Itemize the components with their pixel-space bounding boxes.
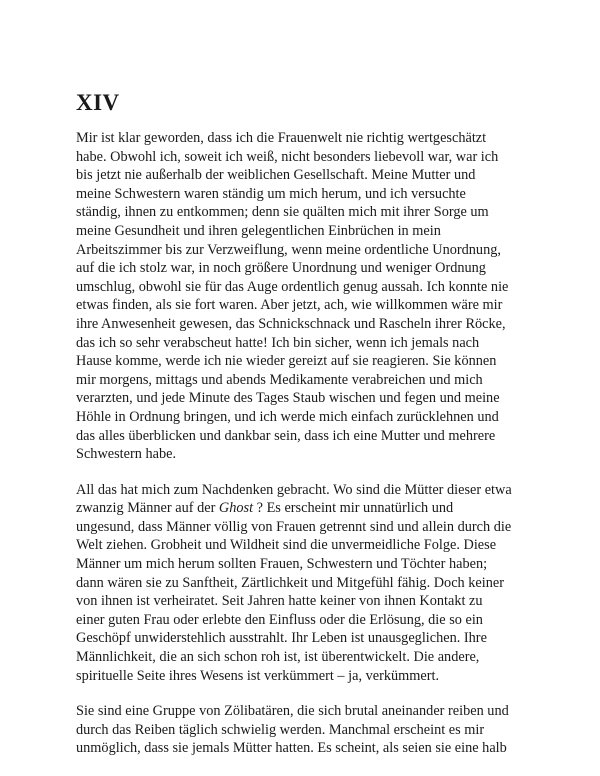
text-line: Mir ist klar geworden, dass ich die Frauenwelt nie richtig wertgeschätzt	[76, 130, 487, 146]
text-line: auf die ich stolz war, in noch größere Unordnung und weniger Ordnung	[76, 260, 486, 277]
text-line: durch das Reiben täglich schwielig werden. Manchmal erscheint es mir	[76, 721, 485, 738]
text-line: mir morgens, mittags und abends Medikamente verabreichen und mich	[76, 371, 483, 388]
text-line: ungesund, dass Männer völlig von Frauen getrennt sind und allein durch die	[76, 518, 512, 535]
text-line: Welt ziehen. Grobheit und Wildheit sind die unvermeidliche Folge. Diese	[76, 537, 497, 554]
text-line: einer guten Frau oder erlebte den Einfluss oder die Erlösung, die so ein	[76, 611, 483, 628]
paragraph-3	[76, 702, 536, 758]
paragraph-1	[76, 129, 536, 464]
text-line: von ihnen ist verheiratet. Seit Jahren hatte keiner von ihnen Kontakt zu	[76, 593, 483, 610]
text-line: bis jetzt nie außerhalb der weiblichen Gesellschaft. Meine Mutter und	[76, 167, 476, 184]
book-page	[76, 88, 536, 775]
text-line: das alles überblicken und dankbar sein, dass ich eine Mutter und mehrere	[76, 427, 496, 444]
text-line: Höhle in Ordnung bringen, und ich werde mich einfach zurücklehnen und	[76, 408, 499, 425]
text-line: Männer um mich herum sollten Frauen, Schwestern und Töchter haben;	[76, 556, 488, 573]
ship-name: Ghost	[218, 500, 254, 517]
text-run: ? Es erscheint mir unnatürlich und	[253, 500, 454, 517]
text-line: meine Schwestern waren ständig um mich herum, und ich versuchte	[76, 185, 466, 202]
text-line: Geschöpf unwiderstehlich ausstrahlt. Ihr Leben ist unausgeglichen. Ihre	[76, 630, 487, 647]
text-line: Arbeitszimmer bis zur Verzweiflung, wenn meine ordentliche Unordnung,	[76, 241, 501, 258]
text-line: unmöglich, dass sie jemals Mütter hatten. Es scheint, als seien sie eine halb	[76, 740, 507, 757]
text-line: ständig, ihnen zu entkommen; denn sie quälten mich mit ihrer Sorge um	[76, 204, 489, 221]
text-run: zwanzig Männer auf der	[76, 500, 219, 517]
text-line: dann wären sie zu Sanftheit, Zärtlichkeit und Mitgefühl fähig. Doch keiner	[76, 574, 504, 591]
text-line: verarzten, und jede Minute des Tages Staub wischen und fegen und meine	[76, 390, 500, 407]
paragraph-2	[76, 481, 536, 686]
text-line: habe. Obwohl ich, soweit ich weiß, nicht besonders liebevoll war, war ich	[76, 148, 499, 165]
text-line: das ich so sehr verabscheut hatte! Ich bin sicher, wenn ich jemals nach	[76, 334, 480, 351]
text-line: spirituelle Seite ihres Wesens ist verkümmert – ja, verkümmert.	[76, 667, 440, 684]
text-line: All das hat mich zum Nachdenken gebracht. Wo sind die Mütter dieser etwa	[76, 481, 512, 498]
text-line: Hause komme, werde ich nie wieder gereizt auf sie reagieren. Sie können	[76, 353, 497, 370]
text-line	[76, 499, 536, 518]
text-line: Sie sind eine Gruppe von Zölibatären, die sich brutal aneinander reiben und	[76, 703, 509, 720]
text-line: ihre Anwesenheit gewesen, das Schnickschnack und Rascheln ihrer Röcke,	[76, 315, 506, 332]
text-line: umschlug, obwohl sie für das Auge ordentlich genug aussah. Ich konnte nie	[76, 278, 509, 295]
chapter-heading: XIV	[76, 90, 120, 115]
text-line: etwas finden, als sie fort waren. Aber jetzt, ach, wie willkommen wäre mir	[76, 297, 503, 314]
text-line: meine Gesundheit und ihren gelegentlichen Einbrüchen in mein	[76, 222, 441, 239]
text-line: Schwestern habe.	[76, 446, 177, 463]
text-line: Männlichkeit, die an sich schon roh ist, ist überentwickelt. Die andere,	[76, 649, 480, 666]
